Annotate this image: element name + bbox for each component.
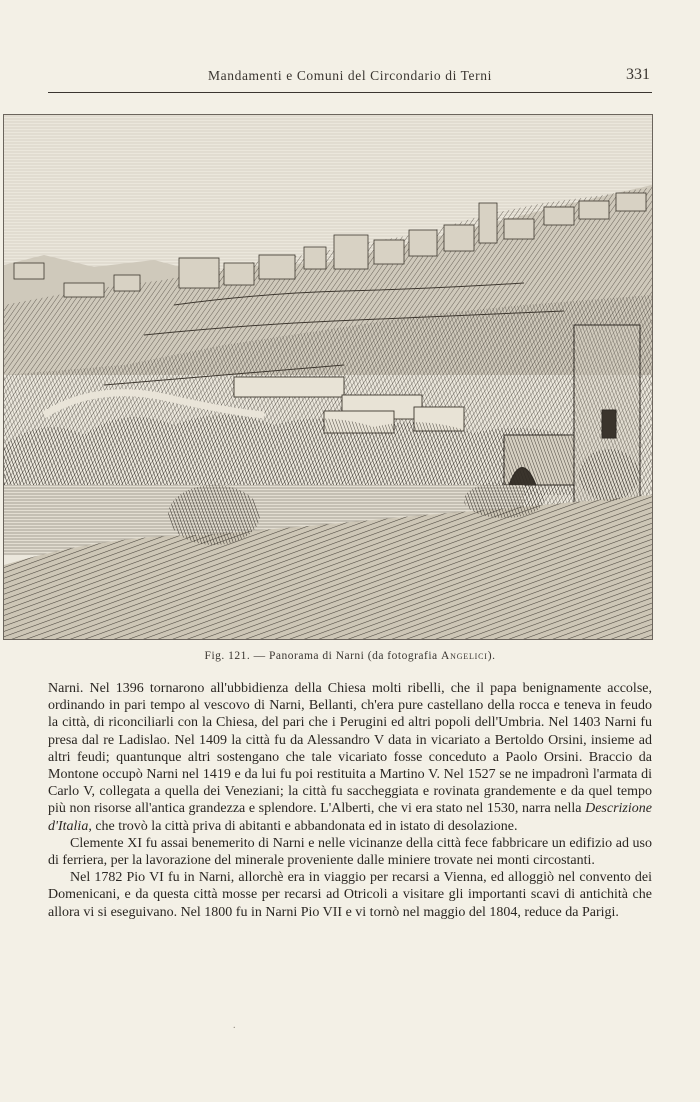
narni-panorama-illustration: [4, 115, 652, 639]
running-head: Mandamenti e Comuni del Circondario di Terni: [208, 68, 492, 83]
page-number: 331: [626, 66, 650, 83]
caption-text: Fig. 121. — Panorama di Narni (da fotografia: [204, 650, 442, 662]
figure-caption: [0, 650, 700, 662]
paragraph-2: Clemente XI fu assai benemerito di Narni e nelle vicinanze della città fece fabbricare un edifizio ad uso di ferriera, per la lavorazione del minerale proveniente dalle miniere trovate nei monti circostanti.: [48, 835, 652, 869]
engraving-figure: [3, 114, 653, 640]
caption-author: Angelici: [441, 650, 488, 662]
paragraph-1-part-b: , che trovò la città priva di abitanti e abbandonata ed in istato di desolazione.: [88, 818, 518, 834]
paragraph-3: Nel 1782 Pio VI fu in Narni, allorchè era in viaggio per recarsi a Vienna, ed alloggiò nel convento dei Domenicani, e da questa città mosse per recarsi ad Otricoli a visitare gli importanti scavi di antichità che allora vi si eseguivano. Nel 1800 fu in Narni Pio VII e vi tornò nel maggio del 1804, reduce da Parigi.: [48, 870, 652, 920]
page-header: [48, 64, 652, 93]
caption-suffix: ).: [487, 650, 496, 662]
paragraph-1-part-a: Narni. Nel 1396 tornarono all'ubbidienza della Chiesa molti ribelli, che il papa benignamente accolse, ordinando in pari tempo al vescovo di Narni, Bellanti, ch'era pure castellano della rocca e teneva in feudo la città, di riconciliarli con la Chiesa, del pari che i Perugini ed altri popoli dell'Umbria. Nel 1403 Narni fu presa dal re Ladislao. Nel 1409 la città fu da Alessandro V data in vicariato a Bertoldo Orsini, insieme ad altri feudi; quantunque altri sostengano che tale vicariato fosse conceduto a Paolo Orsini. Braccio da Montone occupò Narni nel 1419 e da lui fu poi restituita a Martino V. Nel 1527 se ne impadronì l'armata di Carlo V, collegata a quella dei Veneziani; la città fu saccheggiata e rovinata grandemente e da quel tempo più non risorse all'antica grandezza e splendore. L'Alberti, che vi era stato nel 1530, narra nella: [48, 681, 652, 817]
body-text: [48, 680, 652, 921]
footer-mark: .: [233, 1020, 236, 1031]
book-title: Descrizione d'Italia: [48, 801, 652, 834]
paragraph-1: [48, 680, 652, 835]
